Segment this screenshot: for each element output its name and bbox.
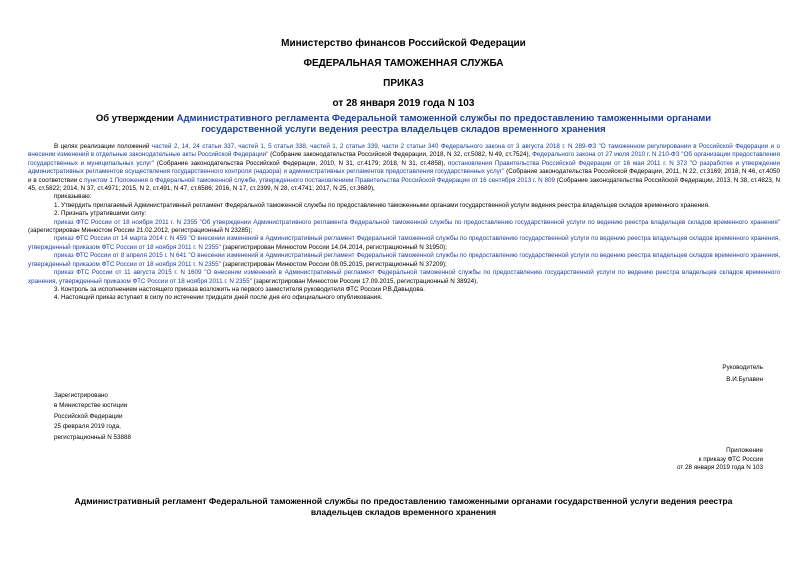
- preamble-text-4: (Собрание законодательства Российской Федерации, 2011, N 22, ст.3169; 2018, N 46, ст.4050 и в соответствии с: [28, 168, 780, 184]
- repeal-text-2355: (зарегистрирован Минюстом России 21.02.2012, регистрационный N 23285);: [28, 227, 253, 235]
- signature-block: [722, 364, 763, 384]
- order-body: [28, 143, 780, 303]
- preamble-link-289fz[interactable]: частей 2, 14, 24 статьи 337, частей 1, 5 статьи 338, частей 1, 2 статьи 339, части 2 статьи 340 Федерального закона от 3 августа 2018 г. N 289-ФЗ "О таможенном регулировании в Российской Федерации и о внесении изменений в отдельные законодательные акты Российской Федерации": [28, 143, 780, 159]
- order-word: приказываю:: [54, 193, 92, 201]
- repeal-item-4: [28, 269, 780, 286]
- repeal-text-459: (зарегистрирован Минюстом России 14.04.2014, регистрационный N 31950);: [220, 243, 447, 251]
- ministry-heading: Министерство финансов Российской Федерации: [281, 38, 526, 49]
- appendix-block: [677, 447, 763, 473]
- item-3: 3. Контроль за исполнением настоящего приказа возложить на первого заместителя руководителя ФТС России Р.В.Давыдова.: [54, 285, 425, 293]
- repeal-item-1: [28, 219, 780, 236]
- order-title-link[interactable]: Административного регламента Федеральной таможенной службы по предоставлению таможенными органами государственной услуги ведения реестра владельцев складов временного хранения: [176, 113, 712, 135]
- registration-line-1: Зарегистрировано: [54, 392, 108, 399]
- registration-line-2: в Министерстве юстиции: [54, 402, 128, 410]
- repeal-item-3: [28, 252, 780, 269]
- registration-block: [54, 391, 131, 443]
- item-2: 2. Признать утратившими силу:: [54, 210, 147, 218]
- service-heading: ФЕДЕРАЛЬНАЯ ТАМОЖЕННАЯ СЛУЖБА: [303, 58, 504, 69]
- preamble-paragraph: [28, 143, 780, 193]
- item-1: 1. Утвердить прилагаемый Административный регламент Федеральной таможенной службы по предоставлению таможенными органами государственной услуги ведения реестра владельцев складов временного хранения.: [54, 201, 710, 209]
- item-4: 4. Настоящий приказ вступает в силу по истечении тридцати дней после дня его официального опубликования.: [54, 294, 383, 302]
- repeal-item-2: [28, 235, 780, 252]
- preamble-link-210fz[interactable]: Федерального закона от 27 июля 2010 г. N 210-ФЗ "Об организации предоставления государственных и муниципальных услуг": [28, 151, 780, 167]
- repeal-link-2355[interactable]: приказ ФТС России от 18 ноября 2011 г. N 2355 "Об утверждении Административного регламента Федеральной таможенной службы по предоставлению государственной услуги по ведению реестра владельцев складов временного хранения": [54, 218, 780, 226]
- registration-line-3: Российской Федерации: [54, 412, 123, 420]
- signature-role: Руководитель: [722, 364, 763, 371]
- appendix-line-2: к приказу ФТС России: [698, 455, 763, 463]
- repeal-text-641: (зарегистрирован Минюстом России 08.05.2015, регистрационный N 37209);: [220, 260, 447, 268]
- repeal-link-641[interactable]: приказ ФТС России от 8 апреля 2015 г. N 641 "О внесении изменений в Административный регламент Федеральной таможенной службы по предоставлению государственной услуги по ведению реестра владельцев складов временного хранения, утвержденный приказом ФТС России от 18 ноября 2011 г. N 2355": [28, 252, 780, 268]
- appendix-line-1: Приложение: [726, 447, 763, 454]
- regulation-title: Административный регламент Федеральной таможенной службы по предоставлению таможенными органами государственной услуги ведения реестра владельцев складов временного хранения: [74, 496, 733, 517]
- preamble-text-1: В целях реализации положений: [54, 143, 152, 150]
- signature-name: В.И.Булавин: [726, 375, 763, 383]
- order-title: [60, 113, 747, 135]
- repeal-text-1609: (зарегистрирован Минюстом России 17.09.2015, регистрационный N 38924).: [251, 277, 478, 285]
- repeal-link-459[interactable]: приказ ФТС России от 14 марта 2014 г. N 459 "О внесении изменений в Административный регламент Федеральной таможенной службы по предоставлению государственной услуги по ведению реестра владельцев складов временного хранения, утвержденный приказом ФТС России от 18 ноября 2011 г. N 2355": [28, 235, 780, 251]
- preamble-link-373[interactable]: постановления Правительства Российской Федерации от 16 мая 2011 г. N 373 "О разработке и утверждении административных регламентов осуществления государственного контроля (надзора) и административных регламентов предоставления государственных услуг": [28, 159, 780, 176]
- order-title-prefix: Об утверждении: [95, 113, 177, 124]
- preamble-link-809[interactable]: пунктом 1 Положения о Федеральной таможенной службе, утвержденного постановлением Правительства Российской Федерации от 16 сентября 2013 г. N 809: [84, 176, 555, 184]
- preamble-text-2: (Собрание законодательства Российской Федерации, 2018, N 32, ст.5082, N 49, ст.7524),: [268, 151, 533, 159]
- repeal-link-1609[interactable]: приказ ФТС России от 11 августа 2015 г. N 1609 "О внесении изменений в Административный регламент Федеральной таможенной службы по предоставлению государственной услуги по ведению реестра владельцев складов временного хранения, утвержденный приказом ФТС России от 18 ноября 2011 г. N 2355": [28, 269, 780, 285]
- doc-type-heading: ПРИКАЗ: [383, 78, 424, 89]
- order-date-number: от 28 января 2019 года N 103: [332, 98, 475, 109]
- registration-line-5: регистрационный N 53888: [54, 433, 132, 441]
- registration-line-4: 25 февраля 2019 года,: [54, 423, 121, 431]
- appendix-line-3: от 28 января 2019 года N 103: [676, 464, 763, 472]
- preamble-text-5: (Собрание законодательства Российской Федерации, 2013, N 38, ст.4823, N 45, ст.5822; 2014, N 37, ст.4971; 2015, N 2, ст.491, N 47, ст.6586; 2016, N 17, ст.2399, N 28, ст.4741; 2017, N 25, ст.3689),: [28, 176, 780, 193]
- preamble-text-3: (Собрание законодательства Российской Федерации, 2010, N 31, ст.4179; 2018, N 31, ст.4858),: [153, 159, 448, 167]
